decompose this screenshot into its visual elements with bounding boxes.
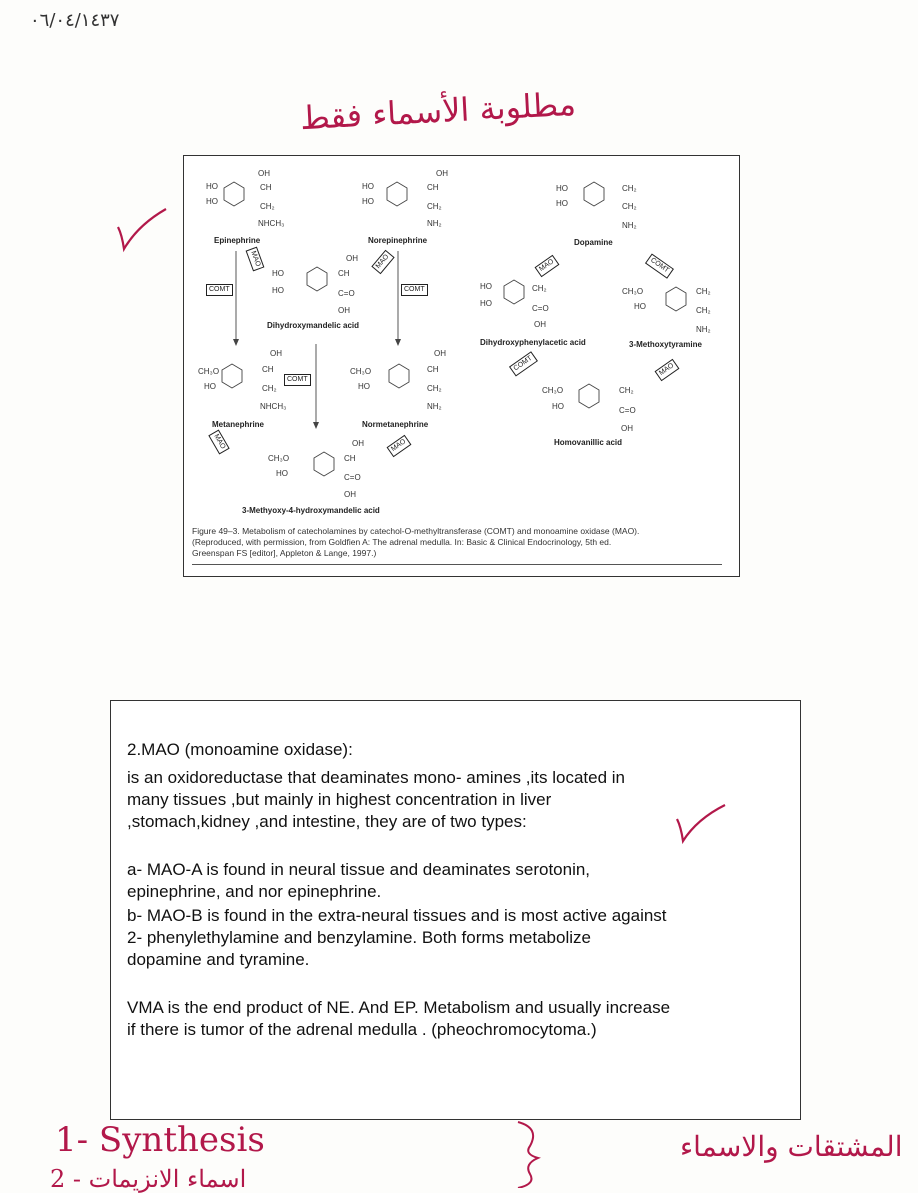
chem-label: NH₂	[427, 402, 442, 411]
chem-label: HO	[556, 199, 568, 208]
caption-line: Figure 49–3. Metabolism of catecholamines by catechol-O-methyltransferase (COMT) and monoamine oxidase (MAO).	[192, 526, 640, 536]
chem-label: CH	[262, 365, 274, 374]
chem-label: HO	[552, 402, 564, 411]
enzyme-mao: MAO	[246, 247, 265, 272]
chem-label: HO	[206, 197, 218, 206]
chem-label: NH₂	[696, 325, 711, 334]
chem-label: CH	[260, 183, 272, 192]
paragraph-line: ,stomach,kidney ,and intestine, they are of two types:	[127, 812, 527, 831]
chem-label: CH₂	[427, 202, 442, 211]
chem-label: OH	[434, 349, 446, 358]
chem-label: C=O	[619, 406, 636, 415]
chem-label: C=O	[338, 289, 355, 298]
compound-dopamine: Dopamine	[574, 238, 613, 247]
enzyme-comt: COMT	[401, 284, 428, 296]
enzyme-mao: MAO	[371, 250, 394, 275]
text-box	[110, 700, 801, 1120]
chem-label: CH₃O	[268, 454, 290, 463]
enzyme-mao: MAO	[535, 255, 560, 277]
chem-label: C=O	[532, 304, 549, 313]
section-heading: 2.MAO (monoamine oxidase):	[127, 740, 353, 759]
caption-line: (Reproduced, with permission, from Goldfien A: The adrenal medulla. In: Basic & Clinical Endocrinology, 5th ed.	[192, 537, 612, 547]
handwritten-line2: 2 - اسماء الانزيمات	[50, 1165, 247, 1193]
enzyme-comt: COMT	[645, 253, 674, 278]
figure-box	[183, 155, 740, 577]
chem-label: CH₂	[260, 202, 275, 211]
chem-label: HO	[276, 469, 288, 478]
paragraph-line: if there is tumor of the adrenal medulla . (pheochromocytoma.)	[127, 1020, 597, 1039]
handwritten-note: مطلوبة الأسماء فقط	[299, 84, 577, 138]
chem-label: CH₃O	[622, 287, 644, 296]
chem-label: CH	[427, 183, 439, 192]
enzyme-comt: COMT	[284, 374, 311, 386]
chem-label: NH₂	[622, 221, 637, 230]
enzyme-comt: COMT	[509, 351, 538, 376]
caption-divider	[192, 564, 722, 565]
compound-dihydroxymandelic-acid: Dihydroxymandelic acid	[267, 321, 360, 330]
chem-label: CH₃O	[198, 367, 220, 376]
handwritten-right-note: المشتقات والاسماء	[680, 1130, 903, 1163]
compound-dihydroxyphenylacetic-acid: Dihydroxyphenylacetic acid	[480, 338, 586, 347]
chem-label: NHCH₃	[260, 402, 287, 411]
chem-label: NH₂	[427, 219, 442, 228]
chem-label: OH	[621, 424, 633, 433]
chem-label: CH₃O	[542, 386, 564, 395]
chem-label: CH₂	[696, 287, 711, 296]
chem-label: HO	[634, 302, 646, 311]
chem-label: CH	[427, 365, 439, 374]
chem-label: HO	[556, 184, 568, 193]
chem-label: CH₂	[622, 184, 637, 193]
compound-norepinephrine: Norepinephrine	[368, 236, 428, 245]
date-header: ٠٦/٠٤/١٤٣٧	[30, 10, 120, 31]
chem-label: HO	[362, 182, 374, 191]
handwritten-synthesis: 1- Synthesis	[55, 1120, 265, 1160]
chem-label: OH	[346, 254, 358, 263]
brace-icon	[510, 1118, 550, 1188]
compound-vma: 3-Methyoxy-4-hydroxymandelic acid	[242, 506, 380, 515]
chem-label: HO	[480, 282, 492, 291]
chem-label: CH₂	[696, 306, 711, 315]
paragraph-line: a- MAO-A is found in neural tissue and deaminates serotonin,	[127, 860, 591, 879]
chem-label: HO	[362, 197, 374, 206]
chem-label: CH₂	[427, 384, 442, 393]
paragraph-line: 2- phenylethylamine and benzylamine. Both forms metabolize	[127, 928, 591, 947]
enzyme-mao: MAO	[655, 359, 680, 381]
chem-label: OH	[436, 169, 448, 178]
chem-label: CH₂	[622, 202, 637, 211]
paragraph-line: many tissues ,but mainly in highest concentration in liver	[127, 790, 552, 809]
chem-label: OH	[270, 349, 282, 358]
chem-label: CH₂	[262, 384, 277, 393]
chem-label: HO	[358, 382, 370, 391]
enzyme-mao: MAO	[208, 429, 229, 454]
chem-label: HO	[272, 269, 284, 278]
chem-label: OH	[344, 490, 356, 499]
caption-line: Greenspan FS [editor], Appleton & Lange, 1997.)	[192, 548, 377, 558]
compound-homovanillic-acid: Homovanillic acid	[554, 438, 623, 447]
chem-label: OH	[534, 320, 546, 329]
chem-label: HO	[206, 182, 218, 191]
chem-label: NHCH₃	[258, 219, 285, 228]
check-mark-icon	[110, 205, 170, 255]
chem-label: CH	[344, 454, 356, 463]
paragraph-line: dopamine and tyramine.	[127, 950, 310, 969]
paragraph-line: is an oxidoreductase that deaminates mono- amines ,its located in	[127, 768, 625, 787]
compound-metanephrine: Metanephrine	[212, 420, 265, 429]
enzyme-comt: COMT	[206, 284, 233, 296]
chem-label: OH	[338, 306, 350, 315]
chem-label: CH₂	[532, 284, 547, 293]
chem-label: CH₃O	[350, 367, 372, 376]
chem-label: C=O	[344, 473, 361, 482]
paragraph-line: b- MAO-B is found in the extra-neural tissues and is most active against	[127, 906, 667, 925]
chem-label: CH₂	[619, 386, 634, 395]
compound-normetanephrine: Normetanephrine	[362, 420, 429, 429]
chem-label: OH	[352, 439, 364, 448]
paragraph-line: epinephrine, and nor epinephrine.	[127, 882, 382, 901]
check-mark-icon	[671, 801, 731, 846]
enzyme-mao: MAO	[387, 435, 412, 457]
chem-label: HO	[480, 299, 492, 308]
figure-caption	[192, 526, 728, 559]
chem-label: CH	[338, 269, 350, 278]
chem-label: OH	[258, 169, 270, 178]
compound-epinephrine: Epinephrine	[214, 236, 261, 245]
chem-label: HO	[272, 286, 284, 295]
chem-label: HO	[204, 382, 216, 391]
compound-3-methoxytyramine: 3-Methoxytyramine	[629, 340, 702, 349]
paragraph-line: VMA is the end product of NE. And EP. Metabolism and usually increase	[127, 998, 671, 1017]
